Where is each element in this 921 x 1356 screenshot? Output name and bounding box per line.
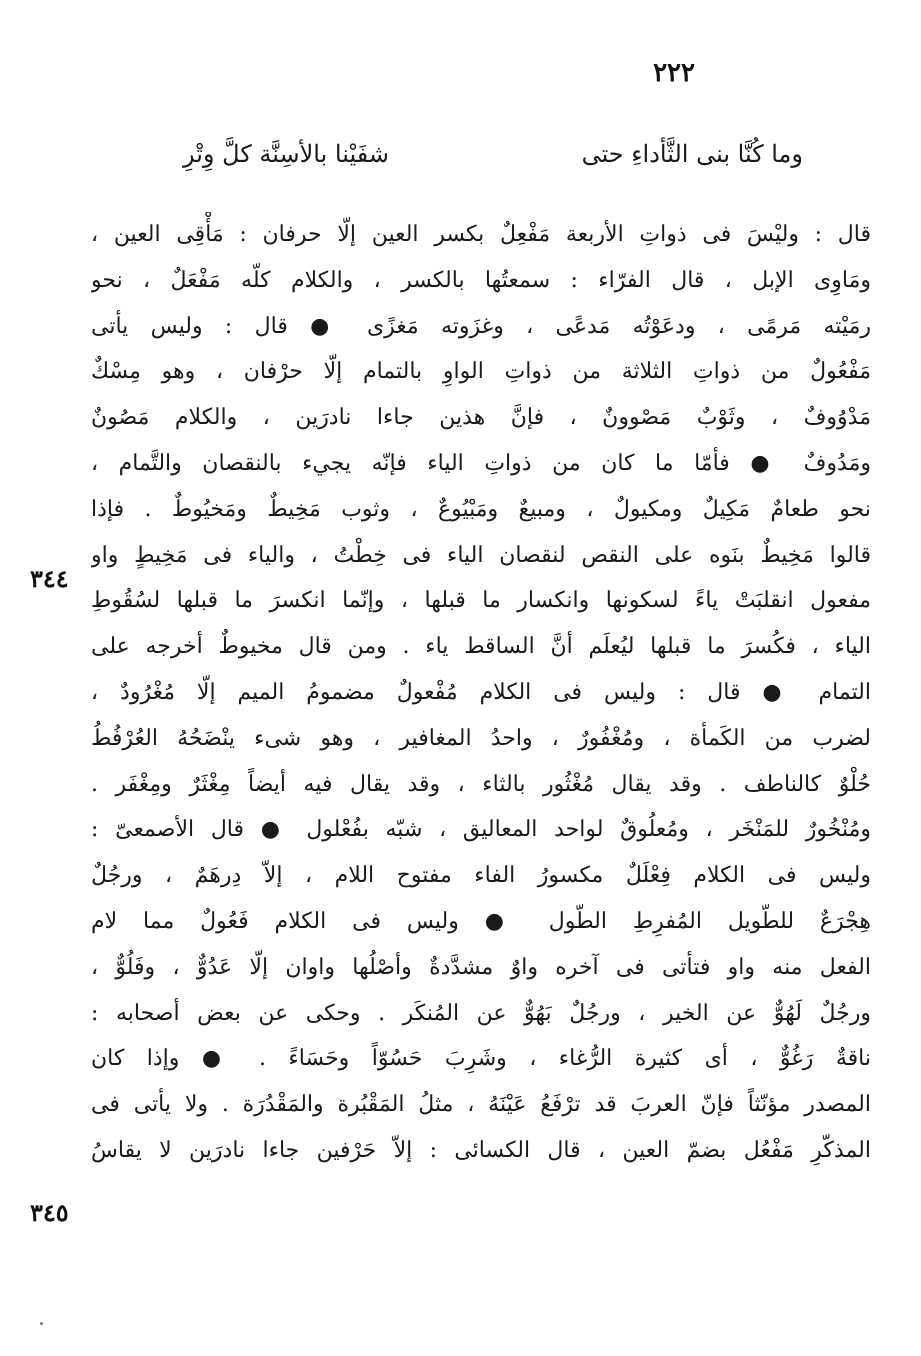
poetry-verse <box>183 140 803 168</box>
text-line: وليس فى الكلام فِعْلَلٌ مكسورُ الفاء مفتوح اللام ، إلاّ دِرهَمٌ ، ورجُلٌ <box>91 863 871 889</box>
text-line: ومَدُوفٌ ● فأمّا ما كان من ذواتِ الياء فإنّه يجيء بالنقصان والتَّمام ، <box>91 450 871 476</box>
text-line: رمَيْته مَرمًى ، ودعَوْتُه مَدعًى ، وغزَوته مَغزًى ● قال : وليس يأتى <box>91 313 871 339</box>
text-line: مَفْعُولٌ من ذواتِ الثلاثة من ذواتِ الواوِ بالتمام إلّا حرْفان ، وهو مِسْكٌ <box>91 359 871 385</box>
margin-number-first: ٣٤٤ <box>30 564 69 593</box>
verse-first-hemistich: وما كُنَّا بنى الثَّأداءِ حتى <box>581 140 803 168</box>
text-line: نحو طعامٌ مَكِيلٌ ومكيولٌ ، ومبيعٌ ومَبْيُوعٌ ، وثوب مَخِيطٌ ومَخيُوطٌ . فإذا <box>91 496 871 522</box>
text-line: الفعل منه واو فتأتى فى آخره واوٌ مشدَّدةٌ وأصْلُها واوان إلّا عَدُوٌّ ، وفَلُوٌّ ، <box>91 954 871 980</box>
text-line: ومُنْخُورٌ للمَنْخَر ، ومُعلُوقٌ لواحد المعاليق ، شبّه بفُعْلول ● قال الأصمعىّ : <box>91 817 871 843</box>
text-line: المصدر مؤنّثاً فإنّ العربَ قد ترْفَعُ عَيْنَهُ ، مثلُ المَقْبُرة والمَقْدُرَة . ولا يأتى فى <box>91 1092 871 1118</box>
text-line: مَدْوُوفٌ ، وثَوْبٌ مَصْوونٌ ، فإنَّ هذين جاءا نادرَين ، والكلام مَصُونٌ <box>91 405 871 431</box>
text-line: المذكّرِ مَفْعُل بضمّ العين ، قال الكسائى : إلاّ حَرْفين جاءا نادرَين لا يقاسُ <box>91 1137 871 1163</box>
main-text <box>91 212 871 1174</box>
text-line: قالوا مَخِيطٌ بنَوه على النقص لنقصان الياء فى خِطْتُ ، والياء فى مَخِيطٍ واو <box>91 542 871 568</box>
text-line: قال : وليْسَ فى ذواتِ الأربعة مَفْعِلٌ بكسر العين إلّا حرفان : مَأْقِى العين ، <box>91 222 871 247</box>
text-line: ناقةٌ رَغُوٌّ ، أى كثيرة الرُّغاء ، وشَرِبَ حَسُوّاً وحَسَاءً . ● وإذا كان <box>91 1046 871 1072</box>
text-line: الياء ، فكُسرَ ما قبلها ليُعلَم أنَّ الساقط ياء . ومن قال مخيوطٌ أخرجه على <box>91 634 871 660</box>
margin-number-second: ٣٤٥ <box>30 1198 69 1227</box>
text-line: ومَاوِى الإبل ، قال الفرّاء : سمعتُها بالكسر ، والكلام كلّه مَفْعَلٌ ، نحو <box>91 267 871 293</box>
text-line: هِجْرَعٌ للطّويل المُفرِطِ الطّول ● وليس فى الكلام فَعُولٌ مما لام <box>91 908 871 934</box>
text-line: ورجُلٌ لَهُوٌّ عن الخير ، ورجُلٌ بَهُوٌّ عن المُنكَر . وحكى عن بعض أصحابه : <box>91 1000 871 1026</box>
text-line: مفعول انقلبَتْ ياءً لسكونها وانكسار ما قبلها ، وإنّما انكسرَ ما قبلها لسُقُوطِ <box>91 588 871 614</box>
text-line: لضرب من الكَمأة ، ومُغْفُورٌ ، واحدُ المغافير ، وهو شىء ينْضَحُهُ العُرْفُطُ <box>91 725 871 751</box>
scan-speck <box>40 1322 43 1325</box>
verse-second-hemistich: شفَيْنا بالأسِنَّة كلَّ وِتْرِ <box>183 140 389 168</box>
text-line: حُلْوٌ كالناطف . وقد يقال مُغْثُور بالثاء ، وقد يقال فيه أيضاً مِغْثَرٌ ومِغْفَر . <box>91 771 871 797</box>
text-line: التمام ● قال : وليس فى الكلام مُفْعولٌ مضمومُ الميم إلّا مُغْرُودٌ ، <box>91 679 871 705</box>
page-number: ٢٢٢ <box>653 58 695 88</box>
